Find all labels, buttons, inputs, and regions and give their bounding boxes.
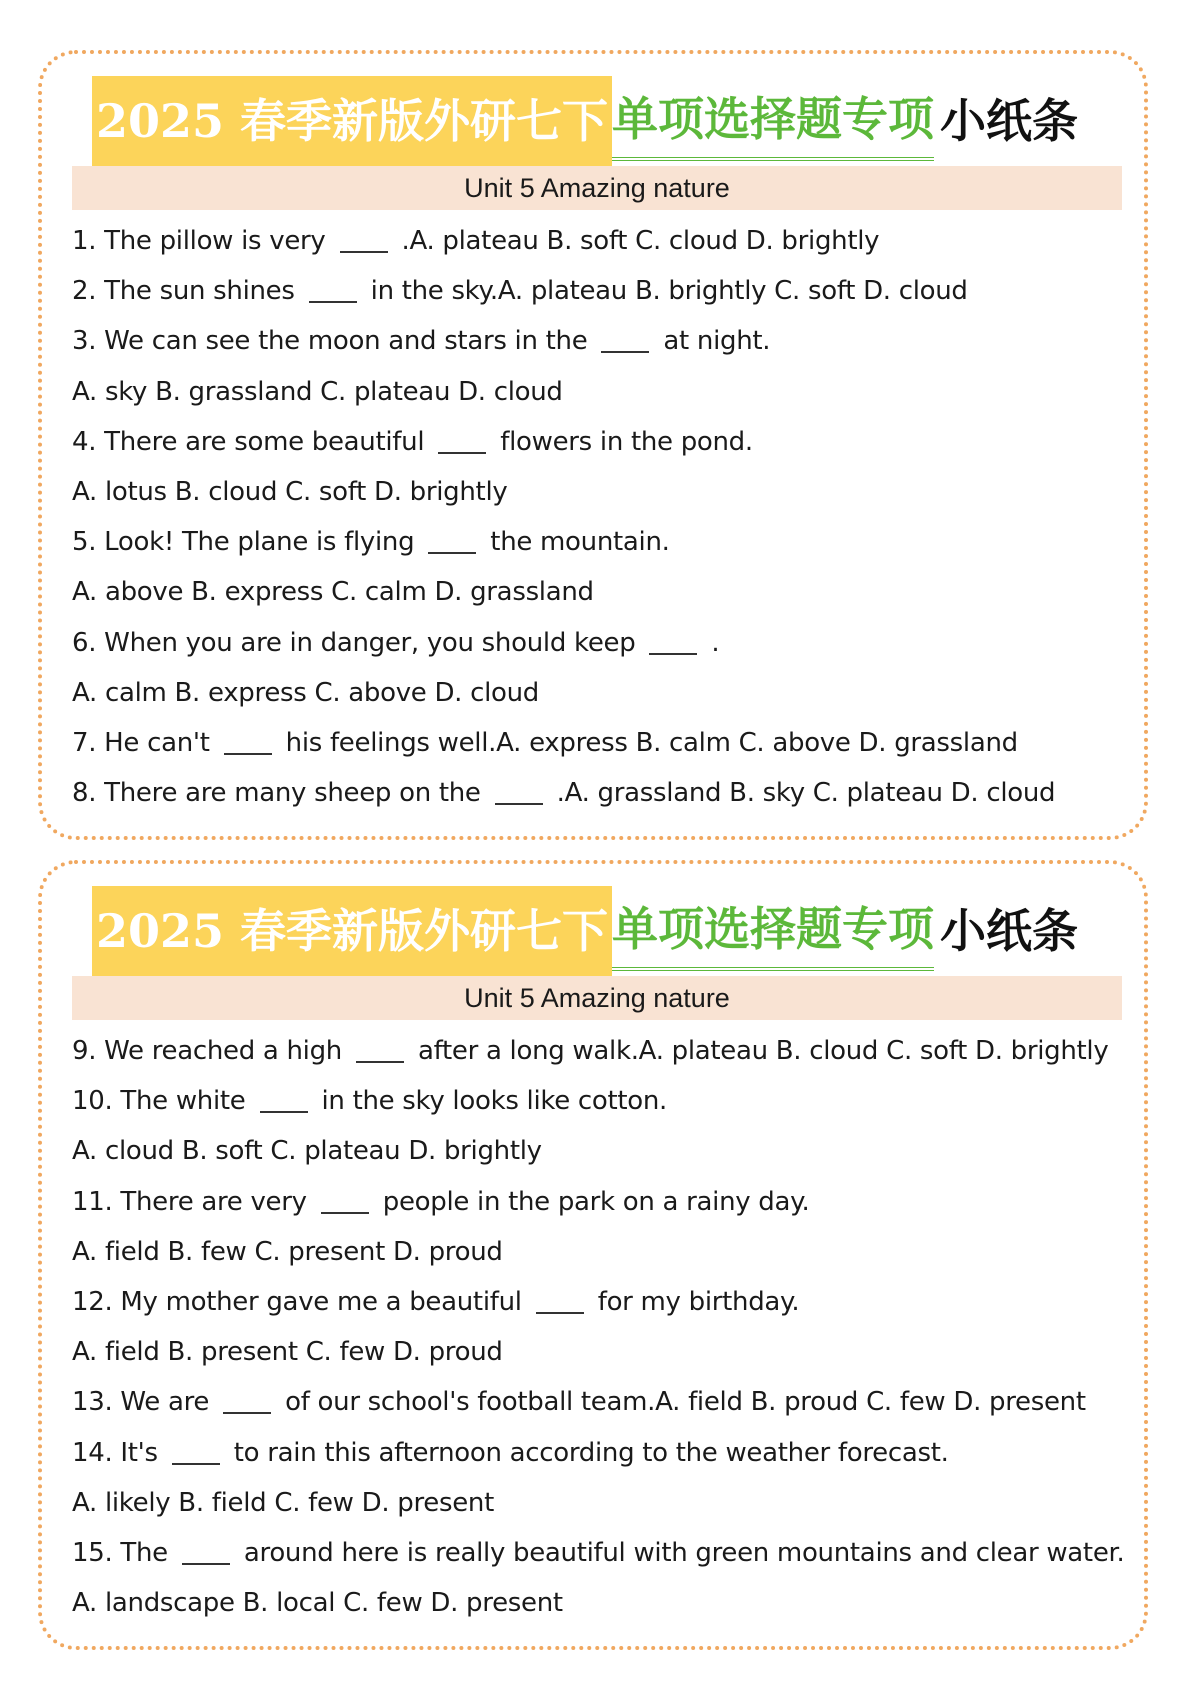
options-line: A. landscape B. local C. few D. present	[72, 1588, 563, 1619]
answer-blank	[438, 428, 486, 454]
question-line: 5. Look! The plane is flying the mountain.	[72, 527, 670, 558]
options-line: A. calm B. express C. above D. cloud	[72, 677, 540, 708]
title-topic: 单项选择题专项	[612, 891, 934, 971]
question-line: 13. We are of our school's football team.A. field B. proud C. few D. present	[72, 1387, 1086, 1418]
unit-heading: Unit 5 Amazing nature	[72, 976, 1122, 1020]
options-line: A. field B. present C. few D. proud	[72, 1337, 503, 1368]
options-line: A. sky B. grassland C. plateau D. cloud	[72, 376, 563, 407]
worksheet-card-2	[38, 860, 1148, 1650]
options-line: A. likely B. field C. few D. present	[72, 1487, 494, 1518]
answer-blank	[536, 1288, 584, 1314]
title-suffix: 小纸条	[940, 904, 1079, 958]
question-line: 15. The around here is really beautiful with green mountains and clear water.	[72, 1537, 1125, 1568]
question-list	[72, 216, 1132, 818]
title-highlight: 2025 春季新版外研七下	[92, 76, 612, 166]
worksheet-card-1	[38, 50, 1148, 840]
question-list	[72, 1026, 1132, 1628]
title-highlight: 2025 春季新版外研七下	[92, 886, 612, 976]
question-line: 4. There are some beautiful flowers in the pond.	[72, 426, 753, 457]
options-line: A. cloud B. soft C. plateau D. brightly	[72, 1136, 542, 1167]
answer-blank	[309, 277, 357, 303]
unit-heading: Unit 5 Amazing nature	[72, 166, 1122, 210]
worksheet-title	[92, 76, 1102, 166]
answer-blank	[428, 528, 476, 554]
answer-blank	[356, 1037, 404, 1063]
question-line: 12. My mother gave me a beautiful for my birthday.	[72, 1286, 800, 1317]
title-suffix: 小纸条	[940, 94, 1079, 148]
answer-blank	[340, 227, 388, 253]
title-topic: 单项选择题专项	[612, 81, 934, 161]
answer-blank	[223, 1388, 271, 1414]
question-line: 10. The white in the sky looks like cotton.	[72, 1086, 668, 1117]
question-line: 3. We can see the moon and stars in the at night.	[72, 326, 771, 357]
answer-blank	[495, 779, 543, 805]
question-line: 6. When you are in danger, you should keep .	[72, 627, 720, 658]
answer-blank	[601, 327, 649, 353]
options-line: A. field B. few C. present D. proud	[72, 1236, 503, 1267]
question-line: 9. We reached a high after a long walk.A. plateau B. cloud C. soft D. brightly	[72, 1036, 1109, 1066]
answer-blank	[260, 1087, 308, 1113]
options-line: A. lotus B. cloud C. soft D. brightly	[72, 476, 508, 507]
options-line: A. above B. express C. calm D. grassland	[72, 577, 594, 608]
question-line: 1. The pillow is very .A. plateau B. soft C. cloud D. brightly	[72, 226, 880, 256]
answer-blank	[172, 1439, 220, 1465]
question-line: 2. The sun shines in the sky.A. plateau B. brightly C. soft D. cloud	[72, 276, 968, 307]
answer-blank	[321, 1188, 369, 1214]
question-line: 11. There are very people in the park on a rainy day.	[72, 1186, 810, 1217]
answer-blank	[182, 1539, 230, 1565]
question-line: 8. There are many sheep on the .A. grassland B. sky C. plateau D. cloud	[72, 778, 1056, 809]
question-line: 14. It's to rain this afternoon according to the weather forecast.	[72, 1437, 949, 1468]
worksheet-title	[92, 886, 1102, 976]
question-line: 7. He can't his feelings well.A. express B. calm C. above D. grassland	[72, 727, 1018, 758]
answer-blank	[649, 629, 697, 655]
answer-blank	[224, 729, 272, 755]
